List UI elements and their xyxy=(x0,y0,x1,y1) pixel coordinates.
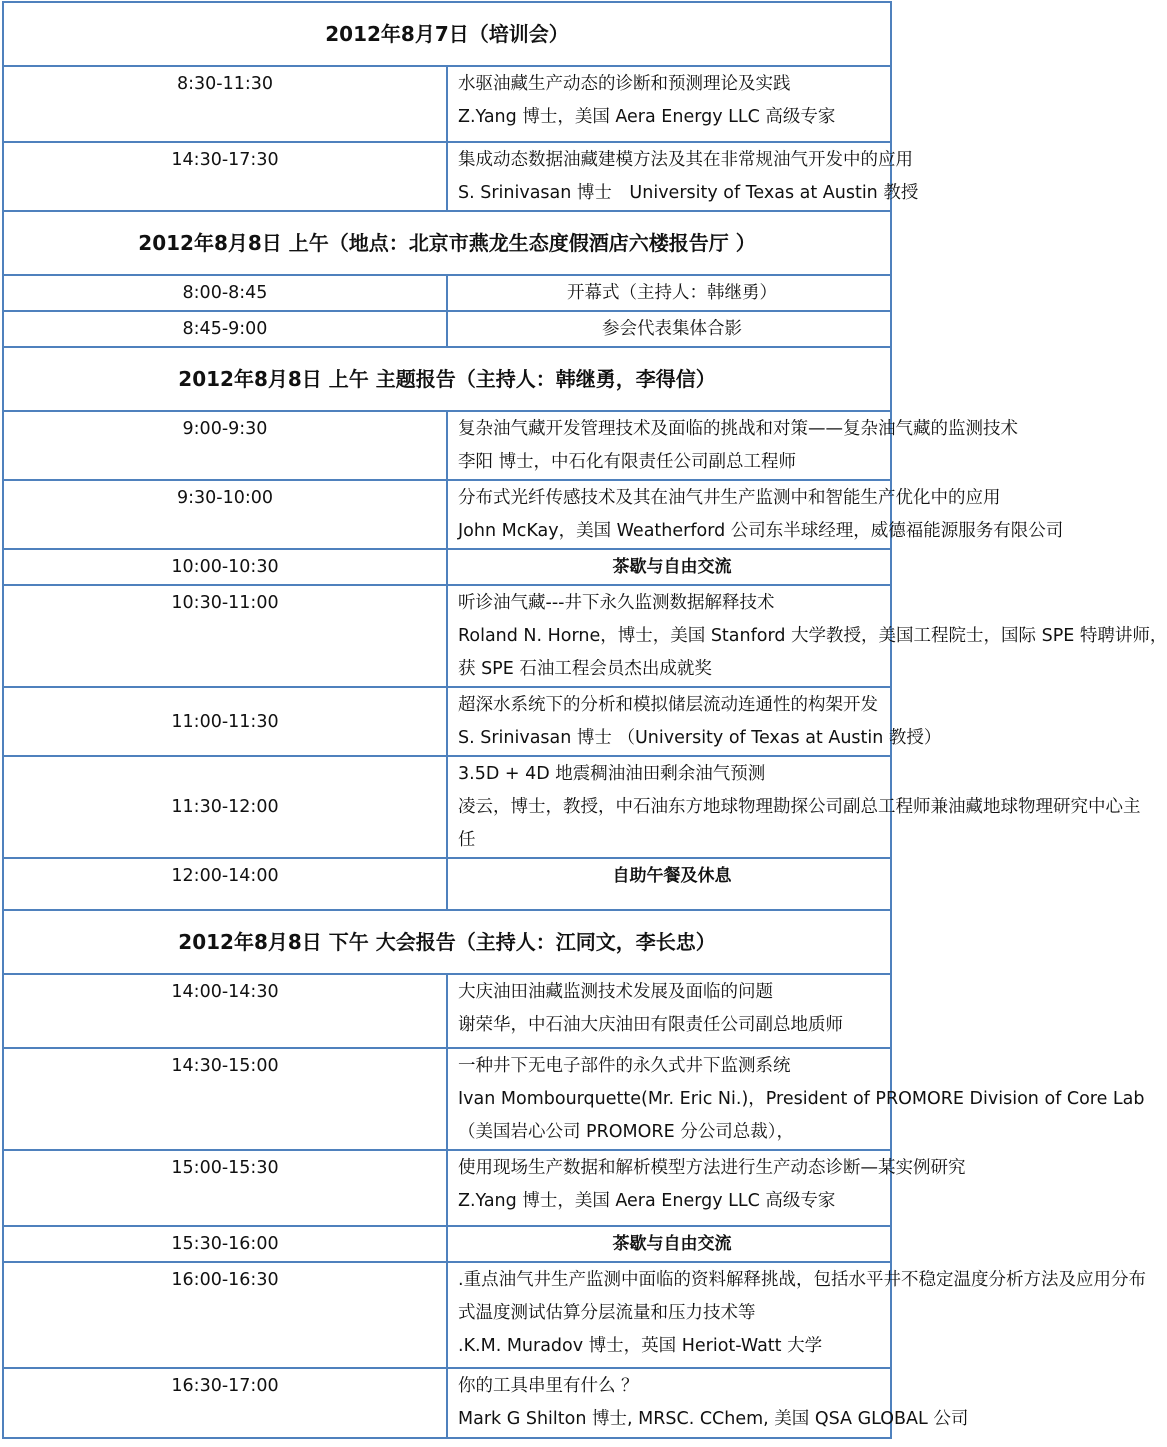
talk-title: 使用现场生产数据和解析模型方法进行生产动态诊断—某实例研究 xyxy=(458,1158,966,1178)
time-slot: 8:45-9:00 xyxy=(3,311,447,347)
section-header: 2012年8月8日 上午 主题报告（主持人：韩继勇，李得信） xyxy=(3,347,891,411)
time-slot: 14:30-15:00 xyxy=(3,1048,447,1150)
speaker-info: （美国岩心公司 PROMORE 分公司总裁）， xyxy=(458,1122,794,1142)
time-slot: 14:00-14:30 xyxy=(3,974,447,1048)
talk-title: 一种井下无电子部件的永久式井下监测系统 xyxy=(458,1056,791,1076)
session-content xyxy=(447,585,1167,687)
session-content xyxy=(447,974,891,1048)
speaker-info: John McKay，美国 Weatherford 公司东半球经理，威德福能源服务有限公司 xyxy=(458,521,1064,541)
time-slot: 9:30-10:00 xyxy=(3,480,447,549)
section-header-row xyxy=(3,2,891,66)
session-content xyxy=(447,1048,1145,1150)
section-header-row xyxy=(3,910,891,974)
talk-title: 复杂油气藏开发管理技术及面临的挑战和对策——复杂油气藏的监测技术 xyxy=(458,419,1018,439)
speaker-info: 获 SPE 石油工程会员杰出成就奖 xyxy=(458,659,712,679)
speaker-info: 李阳 博士，中石化有限责任公司副总工程师 xyxy=(458,452,797,472)
section-header-row xyxy=(3,211,891,275)
time-slot: 8:30-11:30 xyxy=(3,66,447,142)
talk-title: 大庆油田油藏监测技术发展及面临的问题 xyxy=(458,982,773,1002)
talk-title: 分布式光纤传感技术及其在油气井生产监测中和智能生产优化中的应用 xyxy=(458,488,1001,508)
time-slot: 8:00-8:45 xyxy=(3,275,447,311)
session-content xyxy=(447,1150,966,1226)
session-content xyxy=(447,142,919,211)
agenda-row xyxy=(3,756,891,858)
agenda-table xyxy=(2,1,1167,1439)
agenda-row xyxy=(3,858,891,910)
agenda-row xyxy=(3,1368,891,1438)
speaker-info: 谢荣华，中石油大庆油田有限责任公司副总地质师 xyxy=(458,1015,843,1035)
agenda-row xyxy=(3,480,891,549)
talk-title: .重点油气井生产监测中面临的资料解释挑战，包括水平井不稳定温度分析方法及应用分布 xyxy=(458,1270,1147,1290)
agenda-row xyxy=(3,1262,891,1368)
session-content xyxy=(447,1368,969,1438)
section-header: 2012年8月8日 上午（地点：北京市燕龙生态度假酒店六楼报告厅 ） xyxy=(3,211,891,275)
agenda-body xyxy=(3,2,1167,1438)
time-slot: 14:30-17:30 xyxy=(3,142,447,211)
session-content xyxy=(447,66,891,142)
talk-title: 听诊油气藏---井下永久监测数据解释技术 xyxy=(458,593,775,613)
speaker-info: Ivan Mombourquette(Mr. Eric Ni.)，President of PROMORE Division of Core Lab xyxy=(458,1089,1145,1109)
agenda-row xyxy=(3,275,891,311)
break-label: 茶歇与自由交流 xyxy=(447,549,891,585)
session-content xyxy=(447,480,1064,549)
section-header: 2012年8月7日（培训会） xyxy=(3,2,891,66)
speaker-info: 凌云，博士，教授，中石油东方地球物理勘探公司副总工程师兼油藏地球物理研究中心主 xyxy=(458,797,1141,817)
speaker-info: .K.M. Muradov 博士，英国 Heriot-Watt 大学 xyxy=(458,1336,823,1356)
session-title: 参会代表集体合影 xyxy=(447,311,891,347)
agenda-row xyxy=(3,549,891,585)
agenda-row xyxy=(3,411,891,480)
time-slot: 16:00-16:30 xyxy=(3,1262,447,1368)
speaker-info: S. Srinivasan 博士 University of Texas at Austin 教授 xyxy=(458,183,919,203)
break-label: 茶歇与自由交流 xyxy=(447,1226,891,1262)
break-label: 自助午餐及休息 xyxy=(447,858,891,910)
speaker-info: Z.Yang 博士，美国 Aera Energy LLC 高级专家 xyxy=(458,1191,836,1211)
time-slot: 15:00-15:30 xyxy=(3,1150,447,1226)
agenda-row xyxy=(3,974,891,1048)
section-header-row xyxy=(3,347,891,411)
agenda-row xyxy=(3,66,891,142)
time-slot: 11:30-12:00 xyxy=(3,756,447,858)
talk-title: 水驱油藏生产动态的诊断和预测理论及实践 xyxy=(458,74,791,94)
time-slot: 9:00-9:30 xyxy=(3,411,447,480)
time-slot: 11:00-11:30 xyxy=(3,687,447,756)
agenda-row xyxy=(3,1226,891,1262)
agenda-row xyxy=(3,142,891,211)
talk-title: 集成动态数据油藏建模方法及其在非常规油气开发中的应用 xyxy=(458,150,913,170)
session-content xyxy=(447,687,942,756)
section-header: 2012年8月8日 下午 大会报告（主持人：江同文，李长忠） xyxy=(3,910,891,974)
time-slot: 16:30-17:00 xyxy=(3,1368,447,1438)
agenda-row xyxy=(3,687,891,756)
agenda-row xyxy=(3,585,891,687)
speaker-info: 式温度测试估算分层流量和压力技术等 xyxy=(458,1303,756,1323)
time-slot: 10:30-11:00 xyxy=(3,585,447,687)
speaker-info: S. Srinivasan 博士 （University of Texas at Austin 教授） xyxy=(458,728,942,748)
talk-title: 3.5D + 4D 地震稠油油田剩余油气预测 xyxy=(458,764,766,784)
speaker-info: Roland N. Horne，博士，美国 Stanford 大学教授，美国工程院士，国际 SPE 特聘讲师， xyxy=(458,626,1167,646)
time-slot: 12:00-14:00 xyxy=(3,858,447,910)
talk-title: 你的工具串里有什么 ？ xyxy=(458,1376,639,1396)
talk-title: 超深水系统下的分析和模拟储层流动连通性的构架开发 xyxy=(458,695,878,715)
time-slot: 15:30-16:00 xyxy=(3,1226,447,1262)
agenda-row xyxy=(3,1150,891,1226)
session-title: 开幕式（主持人：韩继勇） xyxy=(447,275,891,311)
session-content xyxy=(447,756,1141,858)
session-content xyxy=(447,1262,1147,1368)
speaker-info: Z.Yang 博士，美国 Aera Energy LLC 高级专家 xyxy=(458,107,836,127)
session-content xyxy=(447,411,1018,480)
speaker-info: 任 xyxy=(458,830,476,850)
speaker-info: Mark G Shilton 博士, MRSC. CChem, 美国 QSA GLOBAL 公司 xyxy=(458,1409,969,1429)
agenda-row xyxy=(3,1048,891,1150)
agenda-row xyxy=(3,311,891,347)
time-slot: 10:00-10:30 xyxy=(3,549,447,585)
